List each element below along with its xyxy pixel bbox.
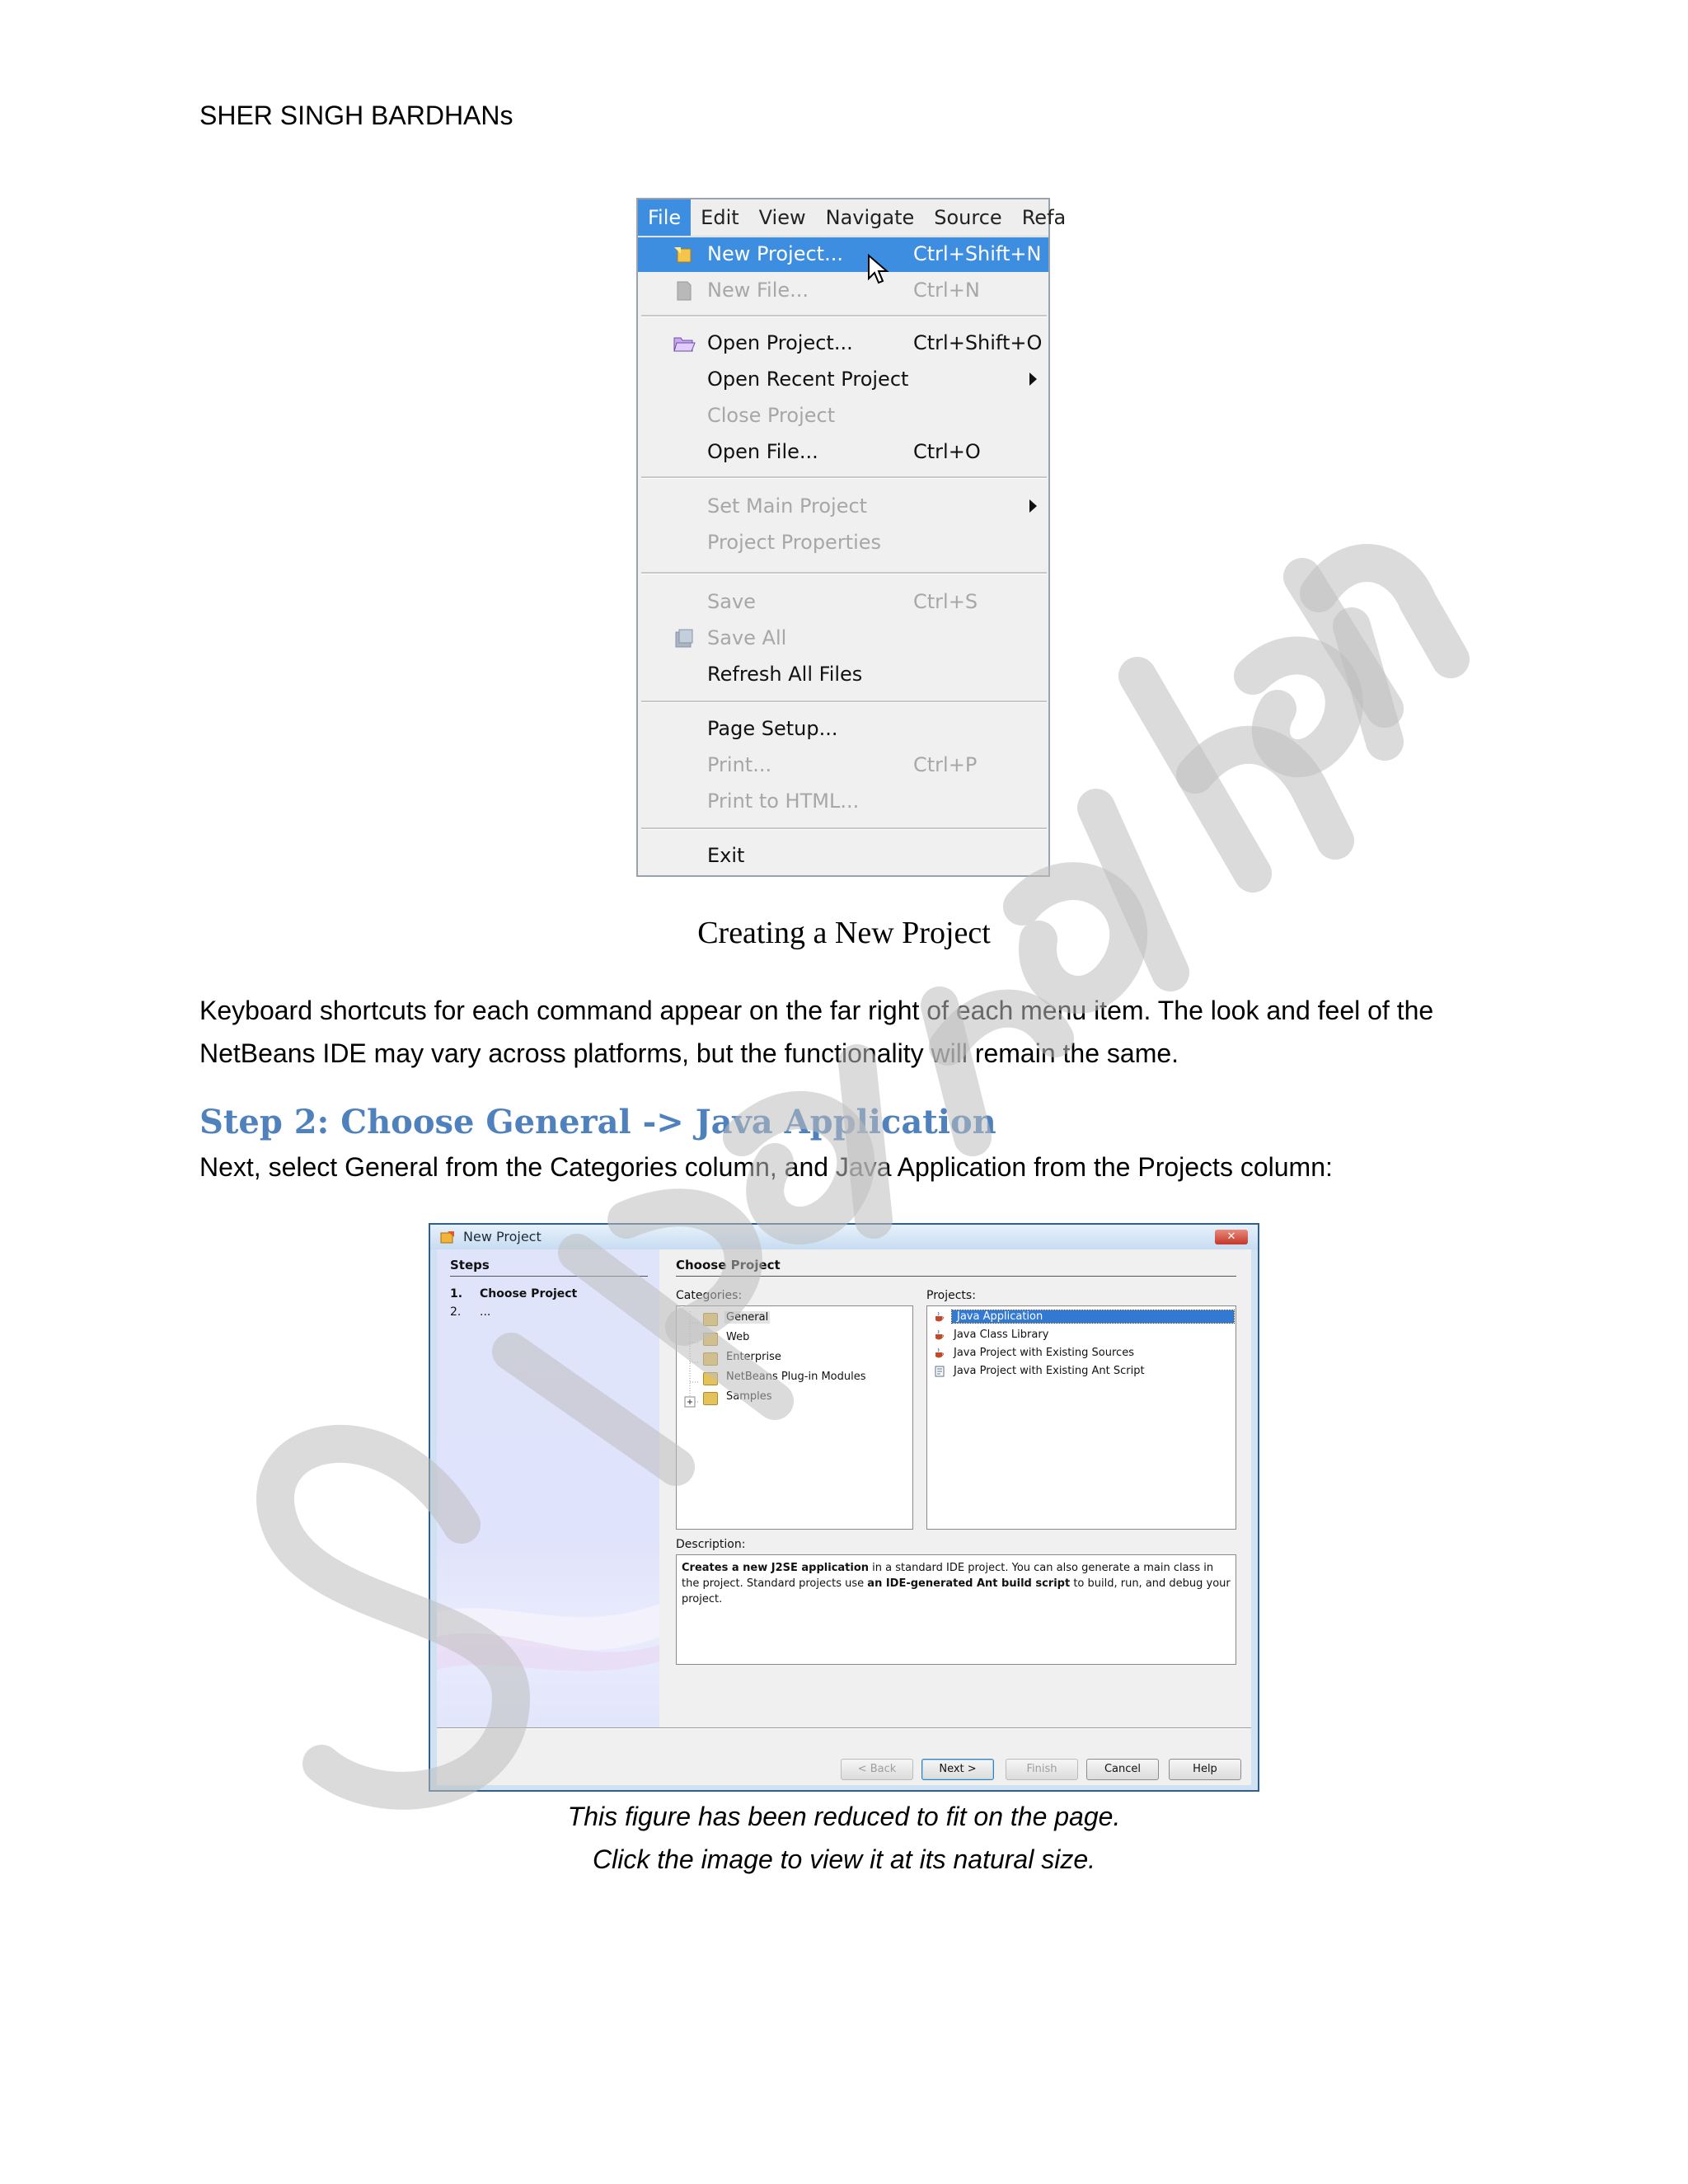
menu-item-label: New Project...	[707, 242, 843, 265]
menu-item-exit[interactable]	[638, 839, 1048, 874]
steps-pane-swoosh	[437, 1249, 659, 1727]
menu-item-refresh-all-files[interactable]	[638, 658, 1048, 692]
folder-icon	[703, 1372, 718, 1385]
close-icon[interactable]: ✕	[1215, 1230, 1248, 1244]
steps-title: Steps	[450, 1258, 490, 1272]
step2-heading: Step 2: Choose General -> Java Application	[199, 1103, 996, 1141]
figure-caption-dialog	[0, 1795, 1688, 1881]
menu-item-label: Print...	[707, 753, 772, 776]
menu-separator	[641, 701, 1047, 703]
submenu-arrow-icon	[1029, 499, 1037, 513]
menubar-edit[interactable]: Edit	[701, 206, 739, 229]
menu-item-project-properties[interactable]	[638, 526, 1048, 560]
menu-item-page-setup[interactable]	[638, 712, 1048, 747]
paragraph-select-general: Next, select General from the Categories column, and Java Application from the Projects column:	[199, 1152, 1333, 1182]
menu-item-label: Open Project...	[707, 331, 853, 354]
submenu-arrow-icon	[1029, 373, 1037, 386]
menu-item-label: Save	[707, 590, 756, 613]
menu-item-label: Refresh All Files	[707, 663, 863, 686]
netbeans-project-icon	[440, 1230, 455, 1244]
menu-item-label: Set Main Project	[707, 494, 868, 518]
menu-item-open-recent-project[interactable]	[638, 363, 1048, 397]
step-number: 2.	[450, 1305, 462, 1319]
menu-item-label: Save All	[707, 626, 787, 649]
project-label: Java Application	[952, 1310, 1234, 1323]
dialog-body	[437, 1249, 1251, 1785]
menu-item-shortcut: Ctrl+P	[913, 753, 978, 776]
folder-icon	[703, 1313, 718, 1326]
description-bold-text: an IDE-generated Ant build script	[867, 1577, 1071, 1590]
step-label: ...	[480, 1305, 491, 1319]
menu-item-new-file[interactable]	[638, 274, 1048, 308]
description-box	[676, 1554, 1236, 1665]
description-label: Description:	[676, 1538, 746, 1551]
save-all-icon	[673, 628, 696, 649]
description-text: in a standard IDE project. You can also generate a main class in the project. Standard projects use	[682, 1562, 1214, 1590]
project-label: Java Class Library	[954, 1329, 1049, 1341]
menu-separator	[641, 476, 1047, 479]
folder-icon	[703, 1333, 718, 1346]
menu-item-print[interactable]	[638, 748, 1048, 783]
menu-item-shortcut: Ctrl+Shift+O	[913, 331, 1043, 354]
menu-item-label: Close Project	[707, 404, 836, 427]
step-2	[450, 1305, 490, 1319]
menu-item-label: Open File...	[707, 440, 818, 463]
category-label: Web	[726, 1331, 750, 1343]
description-bold-text: Creates a new J2SE application	[682, 1562, 870, 1574]
caption-line-1: This figure has been reduced to fit on the page.	[567, 1802, 1121, 1831]
menu-item-label: New File...	[707, 279, 809, 302]
menu-item-save[interactable]	[638, 585, 1048, 620]
menu-item-label: Exit	[707, 844, 745, 867]
section-title: Choose Project	[676, 1258, 781, 1272]
menu-item-shortcut: Ctrl+O	[913, 440, 981, 463]
step-label: Choose Project	[480, 1287, 578, 1301]
menu-item-open-file[interactable]	[638, 435, 1048, 470]
menu-item-label: Print to HTML...	[707, 790, 860, 813]
paragraph-shortcuts: Keyboard shortcuts for each command appear on the far right of each menu item. The look and feel of the NetBeans IDE may vary across platforms, but the functionality will remain the same.	[199, 996, 1434, 1068]
caption-line-2: Click the image to view it at its natural size.	[592, 1844, 1095, 1874]
menubar-view[interactable]: View	[758, 206, 806, 229]
steps-divider	[450, 1276, 648, 1277]
menu-item-new-project[interactable]	[638, 237, 1048, 272]
category-label: Samples	[726, 1390, 772, 1403]
step-number: 1.	[450, 1287, 463, 1301]
menubar-file[interactable]: File	[638, 199, 691, 236]
menu-item-label: Open Recent Project	[707, 368, 909, 391]
menu-item-open-project[interactable]	[638, 326, 1048, 361]
menu-separator	[641, 827, 1047, 830]
section-divider	[676, 1276, 1236, 1277]
new-project-dialog-screenshot	[429, 1223, 1259, 1792]
menu-item-shortcut: Ctrl+Shift+N	[913, 242, 1042, 265]
menu-item-label: Page Setup...	[707, 717, 838, 740]
menu-item-save-all[interactable]	[638, 621, 1048, 656]
menu-separator	[641, 572, 1047, 574]
button-row-divider	[437, 1727, 1251, 1729]
menubar-refactor[interactable]: Refa	[1021, 206, 1067, 229]
new-project-icon	[673, 244, 696, 265]
open-project-icon	[673, 333, 696, 354]
cancel-button[interactable]: Cancel	[1086, 1759, 1159, 1780]
category-label: Enterprise	[726, 1351, 781, 1363]
projects-list[interactable]	[926, 1305, 1236, 1530]
project-label: Java Project with Existing Ant Script	[954, 1365, 1145, 1377]
description-text: to build, run, and debug your project.	[682, 1577, 1231, 1605]
folder-icon	[703, 1392, 718, 1405]
back-button[interactable]: < Back	[841, 1759, 913, 1780]
file-menu-screenshot	[636, 198, 1067, 877]
java-cup-icon	[934, 1329, 945, 1341]
menubar	[638, 199, 1067, 237]
help-button[interactable]: Help	[1169, 1759, 1241, 1780]
dialog-title: New Project	[463, 1229, 542, 1244]
new-file-icon	[673, 280, 696, 302]
menubar-navigate[interactable]: Navigate	[825, 206, 915, 229]
category-label: NetBeans Plug-in Modules	[726, 1371, 866, 1383]
java-cup-icon	[934, 1311, 945, 1323]
menubar-source[interactable]: Source	[934, 206, 1002, 229]
menu-item-set-main-project[interactable]	[638, 490, 1048, 524]
menu-item-shortcut: Ctrl+N	[913, 279, 980, 302]
java-cup-icon	[934, 1347, 945, 1359]
menu-item-close-project[interactable]	[638, 399, 1048, 434]
categories-tree[interactable]	[676, 1305, 913, 1530]
menu-item-shortcut: Ctrl+S	[913, 590, 978, 613]
ant-script-icon	[934, 1366, 945, 1377]
page-header-author: SHER SINGH BARDHANs	[199, 101, 513, 130]
category-label: General	[726, 1311, 769, 1324]
menu-separator	[641, 315, 1047, 317]
next-button[interactable]: Next >	[921, 1759, 994, 1780]
project-label: Java Project with Existing Sources	[954, 1347, 1134, 1359]
menu-item-print-to-html[interactable]	[638, 785, 1048, 819]
menu-item-label: Project Properties	[707, 531, 882, 554]
step-1	[450, 1287, 577, 1301]
figure-caption-menu: Creating a New Project	[697, 916, 991, 950]
categories-label: Categories:	[676, 1289, 743, 1302]
folder-icon	[703, 1352, 718, 1366]
dialog-titlebar	[430, 1225, 1258, 1249]
steps-pane	[437, 1249, 659, 1727]
finish-button[interactable]: Finish	[1006, 1759, 1078, 1780]
projects-label: Projects:	[926, 1289, 976, 1302]
